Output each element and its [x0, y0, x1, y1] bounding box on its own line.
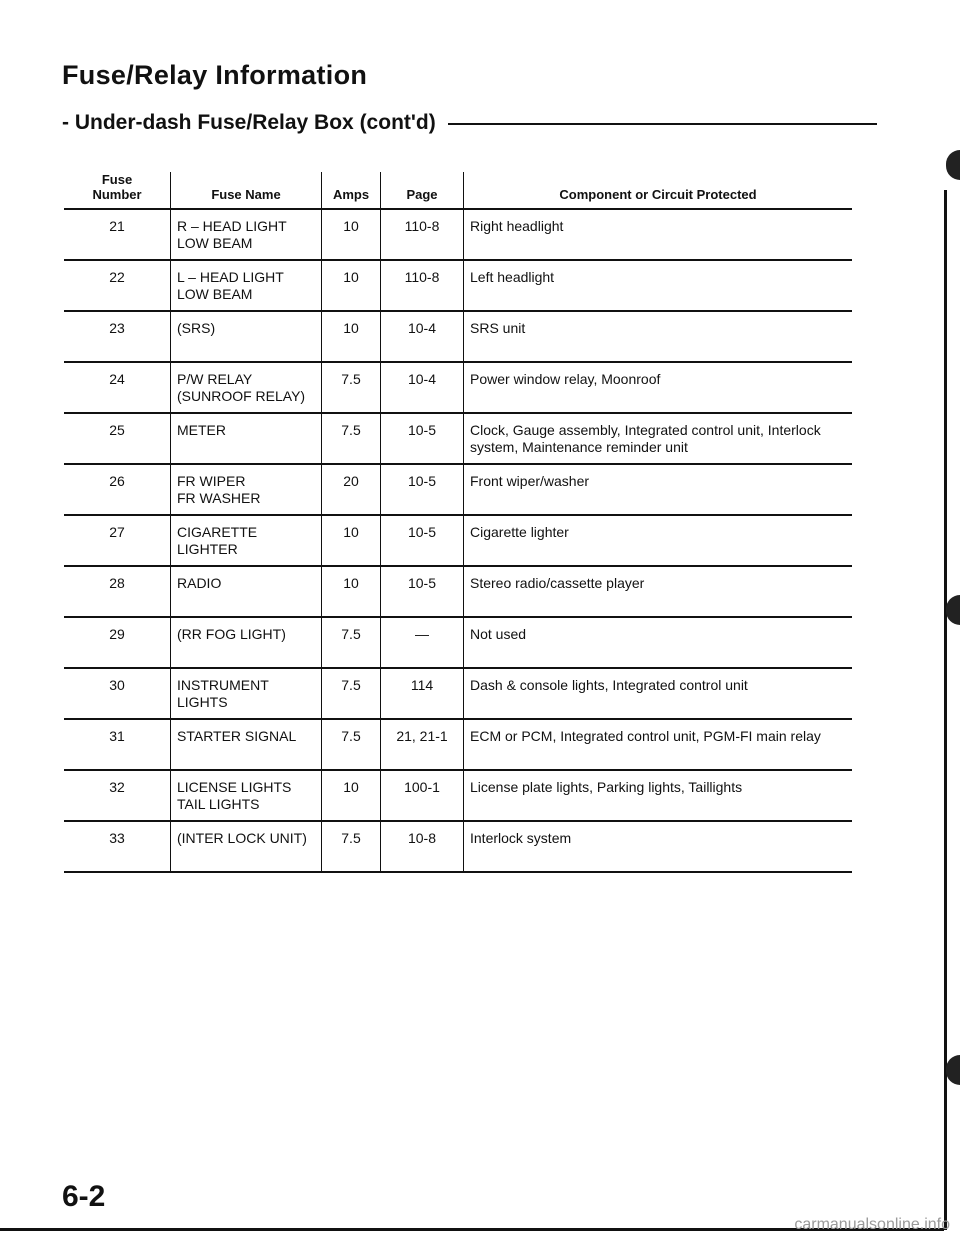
fuse-name-cell: P/W RELAY (SUNROOF RELAY)	[171, 362, 322, 413]
fuse-name-cell: (INTER LOCK UNIT)	[171, 821, 322, 872]
fuse-name-cell: (RR FOG LIGHT)	[171, 617, 322, 668]
fuse-page-cell: 21, 21-1	[381, 719, 464, 770]
fuse-number-cell: 30	[64, 668, 171, 719]
fuse-page-cell: 10-4	[381, 362, 464, 413]
fuse-table	[64, 172, 852, 873]
fuse-name-cell: RADIO	[171, 566, 322, 617]
fuse-amps-cell: 10	[322, 770, 381, 821]
fuse-component-cell: Stereo radio/cassette player	[464, 566, 853, 617]
table-row	[64, 668, 852, 719]
table-header-row	[64, 172, 852, 209]
fuse-number-cell: 27	[64, 515, 171, 566]
section-header	[62, 108, 877, 138]
fuse-name-cell: L – HEAD LIGHT LOW BEAM	[171, 260, 322, 311]
section-rule	[448, 123, 877, 125]
table-row	[64, 464, 852, 515]
fuse-component-cell: Left headlight	[464, 260, 853, 311]
fuse-page-cell: 10-5	[381, 413, 464, 464]
fuse-amps-cell: 7.5	[322, 362, 381, 413]
fuse-page-cell: 114	[381, 668, 464, 719]
fuse-amps-cell: 7.5	[322, 668, 381, 719]
fuse-page-cell: 110-8	[381, 209, 464, 260]
fuse-number-cell: 28	[64, 566, 171, 617]
fuse-number-cell: 23	[64, 311, 171, 362]
table-row	[64, 719, 852, 770]
binding-mark	[946, 595, 960, 625]
fuse-component-cell: Power window relay, Moonroof	[464, 362, 853, 413]
fuse-component-cell: Right headlight	[464, 209, 853, 260]
fuse-amps-cell: 10	[322, 260, 381, 311]
table-row	[64, 515, 852, 566]
fuse-amps-cell: 10	[322, 566, 381, 617]
fuse-number-cell: 25	[64, 413, 171, 464]
column-header-page: Page	[381, 172, 464, 209]
fuse-number-cell: 33	[64, 821, 171, 872]
table-body	[64, 209, 852, 872]
section-subtitle: - Under-dash Fuse/Relay Box (cont'd)	[62, 111, 436, 134]
fuse-page-cell: 10-4	[381, 311, 464, 362]
fuse-name-cell: FR WIPER FR WASHER	[171, 464, 322, 515]
fuse-number-cell: 21	[64, 209, 171, 260]
fuse-number-cell: 26	[64, 464, 171, 515]
table-row	[64, 362, 852, 413]
fuse-amps-cell: 10	[322, 515, 381, 566]
column-header-name: Fuse Name	[171, 172, 322, 209]
binding-mark	[946, 150, 960, 180]
fuse-number-cell: 22	[64, 260, 171, 311]
fuse-name-cell: CIGARETTE LIGHTER	[171, 515, 322, 566]
binding-mark	[946, 1055, 960, 1085]
table-row	[64, 260, 852, 311]
fuse-page-cell: 110-8	[381, 260, 464, 311]
fuse-component-cell: Front wiper/washer	[464, 464, 853, 515]
column-header-amps: Amps	[322, 172, 381, 209]
fuse-number-cell: 29	[64, 617, 171, 668]
fuse-number-cell: 31	[64, 719, 171, 770]
fuse-number-cell: 24	[64, 362, 171, 413]
fuse-name-cell: STARTER SIGNAL	[171, 719, 322, 770]
fuse-name-cell: LICENSE LIGHTS TAIL LIGHTS	[171, 770, 322, 821]
fuse-page-cell: 10-5	[381, 566, 464, 617]
fuse-page-cell: 10-8	[381, 821, 464, 872]
page-title: Fuse/Relay Information	[62, 60, 368, 90]
fuse-page-cell: 100-1	[381, 770, 464, 821]
fuse-component-cell: ECM or PCM, Integrated control unit, PGM-FI main relay	[464, 719, 853, 770]
fuse-amps-cell: 10	[322, 209, 381, 260]
fuse-component-cell: License plate lights, Parking lights, Taillights	[464, 770, 853, 821]
fuse-amps-cell: 20	[322, 464, 381, 515]
fuse-amps-cell: 7.5	[322, 821, 381, 872]
fuse-component-cell: Interlock system	[464, 821, 853, 872]
table-row	[64, 770, 852, 821]
fuse-amps-cell: 10	[322, 311, 381, 362]
table-row	[64, 311, 852, 362]
page-number: 6-2	[62, 1180, 106, 1213]
fuse-page-cell: —	[381, 617, 464, 668]
fuse-amps-cell: 7.5	[322, 719, 381, 770]
fuse-name-cell: (SRS)	[171, 311, 322, 362]
fuse-component-cell: SRS unit	[464, 311, 853, 362]
column-header-number: Fuse Number	[64, 172, 171, 209]
table-row	[64, 617, 852, 668]
fuse-name-cell: R – HEAD LIGHT LOW BEAM	[171, 209, 322, 260]
fuse-amps-cell: 7.5	[322, 617, 381, 668]
fuse-page-cell: 10-5	[381, 464, 464, 515]
table-row	[64, 821, 852, 872]
table-row	[64, 566, 852, 617]
fuse-component-cell: Not used	[464, 617, 853, 668]
fuse-component-cell: Cigarette lighter	[464, 515, 853, 566]
table-row	[64, 209, 852, 260]
watermark-link[interactable]: carmanualsonline.info	[794, 1216, 950, 1233]
table-row	[64, 413, 852, 464]
fuse-name-cell: METER	[171, 413, 322, 464]
fuse-component-cell: Clock, Gauge assembly, Integrated control unit, Interlock system, Maintenance reminder unit	[464, 413, 853, 464]
fuse-page-cell: 10-5	[381, 515, 464, 566]
fuse-component-cell: Dash & console lights, Integrated control unit	[464, 668, 853, 719]
fuse-number-cell: 32	[64, 770, 171, 821]
column-header-component: Component or Circuit Protected	[464, 172, 853, 209]
fuse-name-cell: INSTRUMENT LIGHTS	[171, 668, 322, 719]
fuse-amps-cell: 7.5	[322, 413, 381, 464]
